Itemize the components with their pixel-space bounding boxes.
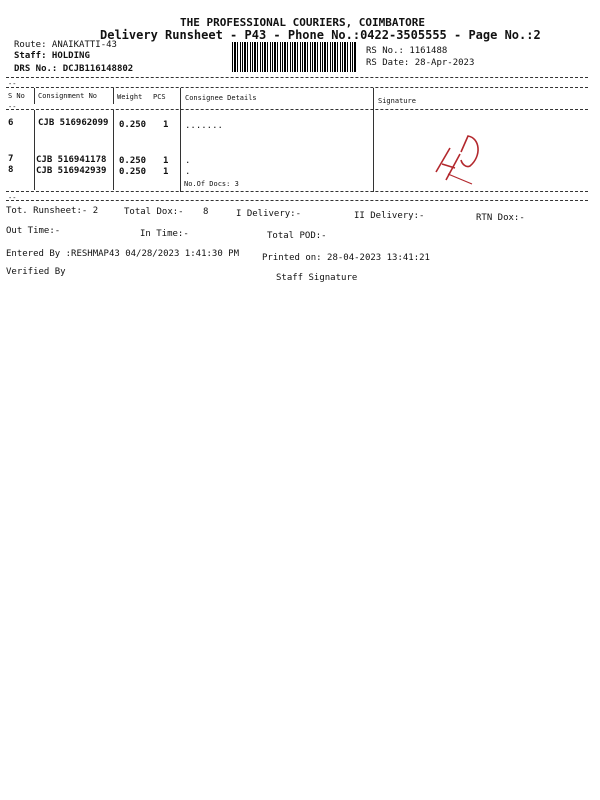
i-delivery: I Delivery:- <box>236 209 302 219</box>
runsheet-subtitle: Delivery Runsheet - P43 - Phone No.:0422-3505555 - Page No.:2 <box>100 28 541 42</box>
row-weight: 0.250 <box>119 167 147 177</box>
rs-number: RS No.: 1161488 <box>366 46 448 56</box>
total-dox-label: Total Dox:- <box>124 207 184 217</box>
column-line <box>34 110 35 190</box>
no-of-docs: No.Of Docs: 3 <box>184 180 239 188</box>
row-pcs: 1 <box>163 156 169 166</box>
printed-on: Printed on: 28-04-2023 13:41:21 <box>262 253 430 263</box>
col-header-signature: Signature <box>378 97 416 105</box>
row-pcs: 1 <box>163 167 169 177</box>
row-weight: 0.250 <box>119 156 147 166</box>
dash-mark: -- <box>8 194 17 202</box>
dash-mark: -- <box>8 103 17 111</box>
divider <box>6 109 588 110</box>
company-name: THE PROFESSIONAL COURIERS, COIMBATORE <box>180 16 426 29</box>
col-header-weight: Weight <box>117 93 143 101</box>
row-consignee: . <box>185 167 191 177</box>
verified-by: Verified By <box>6 267 66 277</box>
col-header-consignment: Consignment No <box>38 92 98 100</box>
column-line <box>113 110 114 190</box>
column-line <box>373 88 374 192</box>
handwritten-signature <box>428 130 488 193</box>
route: Route: ANAIKATTI-43 <box>14 40 117 50</box>
row-pcs: 1 <box>163 120 169 130</box>
col-header-pcs: PCS <box>153 93 166 101</box>
divider <box>6 191 588 192</box>
rtn-dox: RTN Dox:- <box>476 213 525 223</box>
entered-by: Entered By :RESHMAP43 04/28/2023 1:41:30 PM <box>6 249 239 259</box>
row-consignment: CJB 516942939 <box>36 166 107 176</box>
row-sno: 7 <box>8 154 14 164</box>
staff-signature: Staff Signature <box>276 273 358 283</box>
column-line <box>34 88 35 104</box>
drs-number: DRS No.: DCJB116148802 <box>14 64 134 74</box>
row-consignment: CJB 516941178 <box>36 155 107 165</box>
ii-delivery: II Delivery:- <box>354 211 425 221</box>
row-sno: 8 <box>8 165 14 175</box>
row-consignment: CJB 516962099 <box>38 118 109 128</box>
out-time: Out Time:- <box>6 226 61 236</box>
divider <box>6 200 588 201</box>
total-runsheet: Tot. Runsheet:- 2 <box>6 206 99 216</box>
in-time: In Time:- <box>140 229 189 239</box>
barcode <box>232 42 356 72</box>
col-header-sno: S No <box>8 92 25 100</box>
divider <box>6 77 588 78</box>
row-consignee: . <box>185 156 191 166</box>
row-sno: 6 <box>8 118 14 128</box>
dash-mark: -- <box>8 80 17 88</box>
rs-date: RS Date: 28-Apr-2023 <box>366 58 475 68</box>
staff: Staff: HOLDING <box>14 51 90 61</box>
row-consignee: ....... <box>185 121 223 131</box>
divider <box>6 87 588 88</box>
row-weight: 0.250 <box>119 120 147 130</box>
column-line <box>113 88 114 104</box>
total-dox-value: 8 <box>203 207 209 217</box>
column-line <box>180 88 181 192</box>
total-pod: Total POD:- <box>267 231 327 241</box>
col-header-consignee: Consignee Details <box>185 94 257 102</box>
